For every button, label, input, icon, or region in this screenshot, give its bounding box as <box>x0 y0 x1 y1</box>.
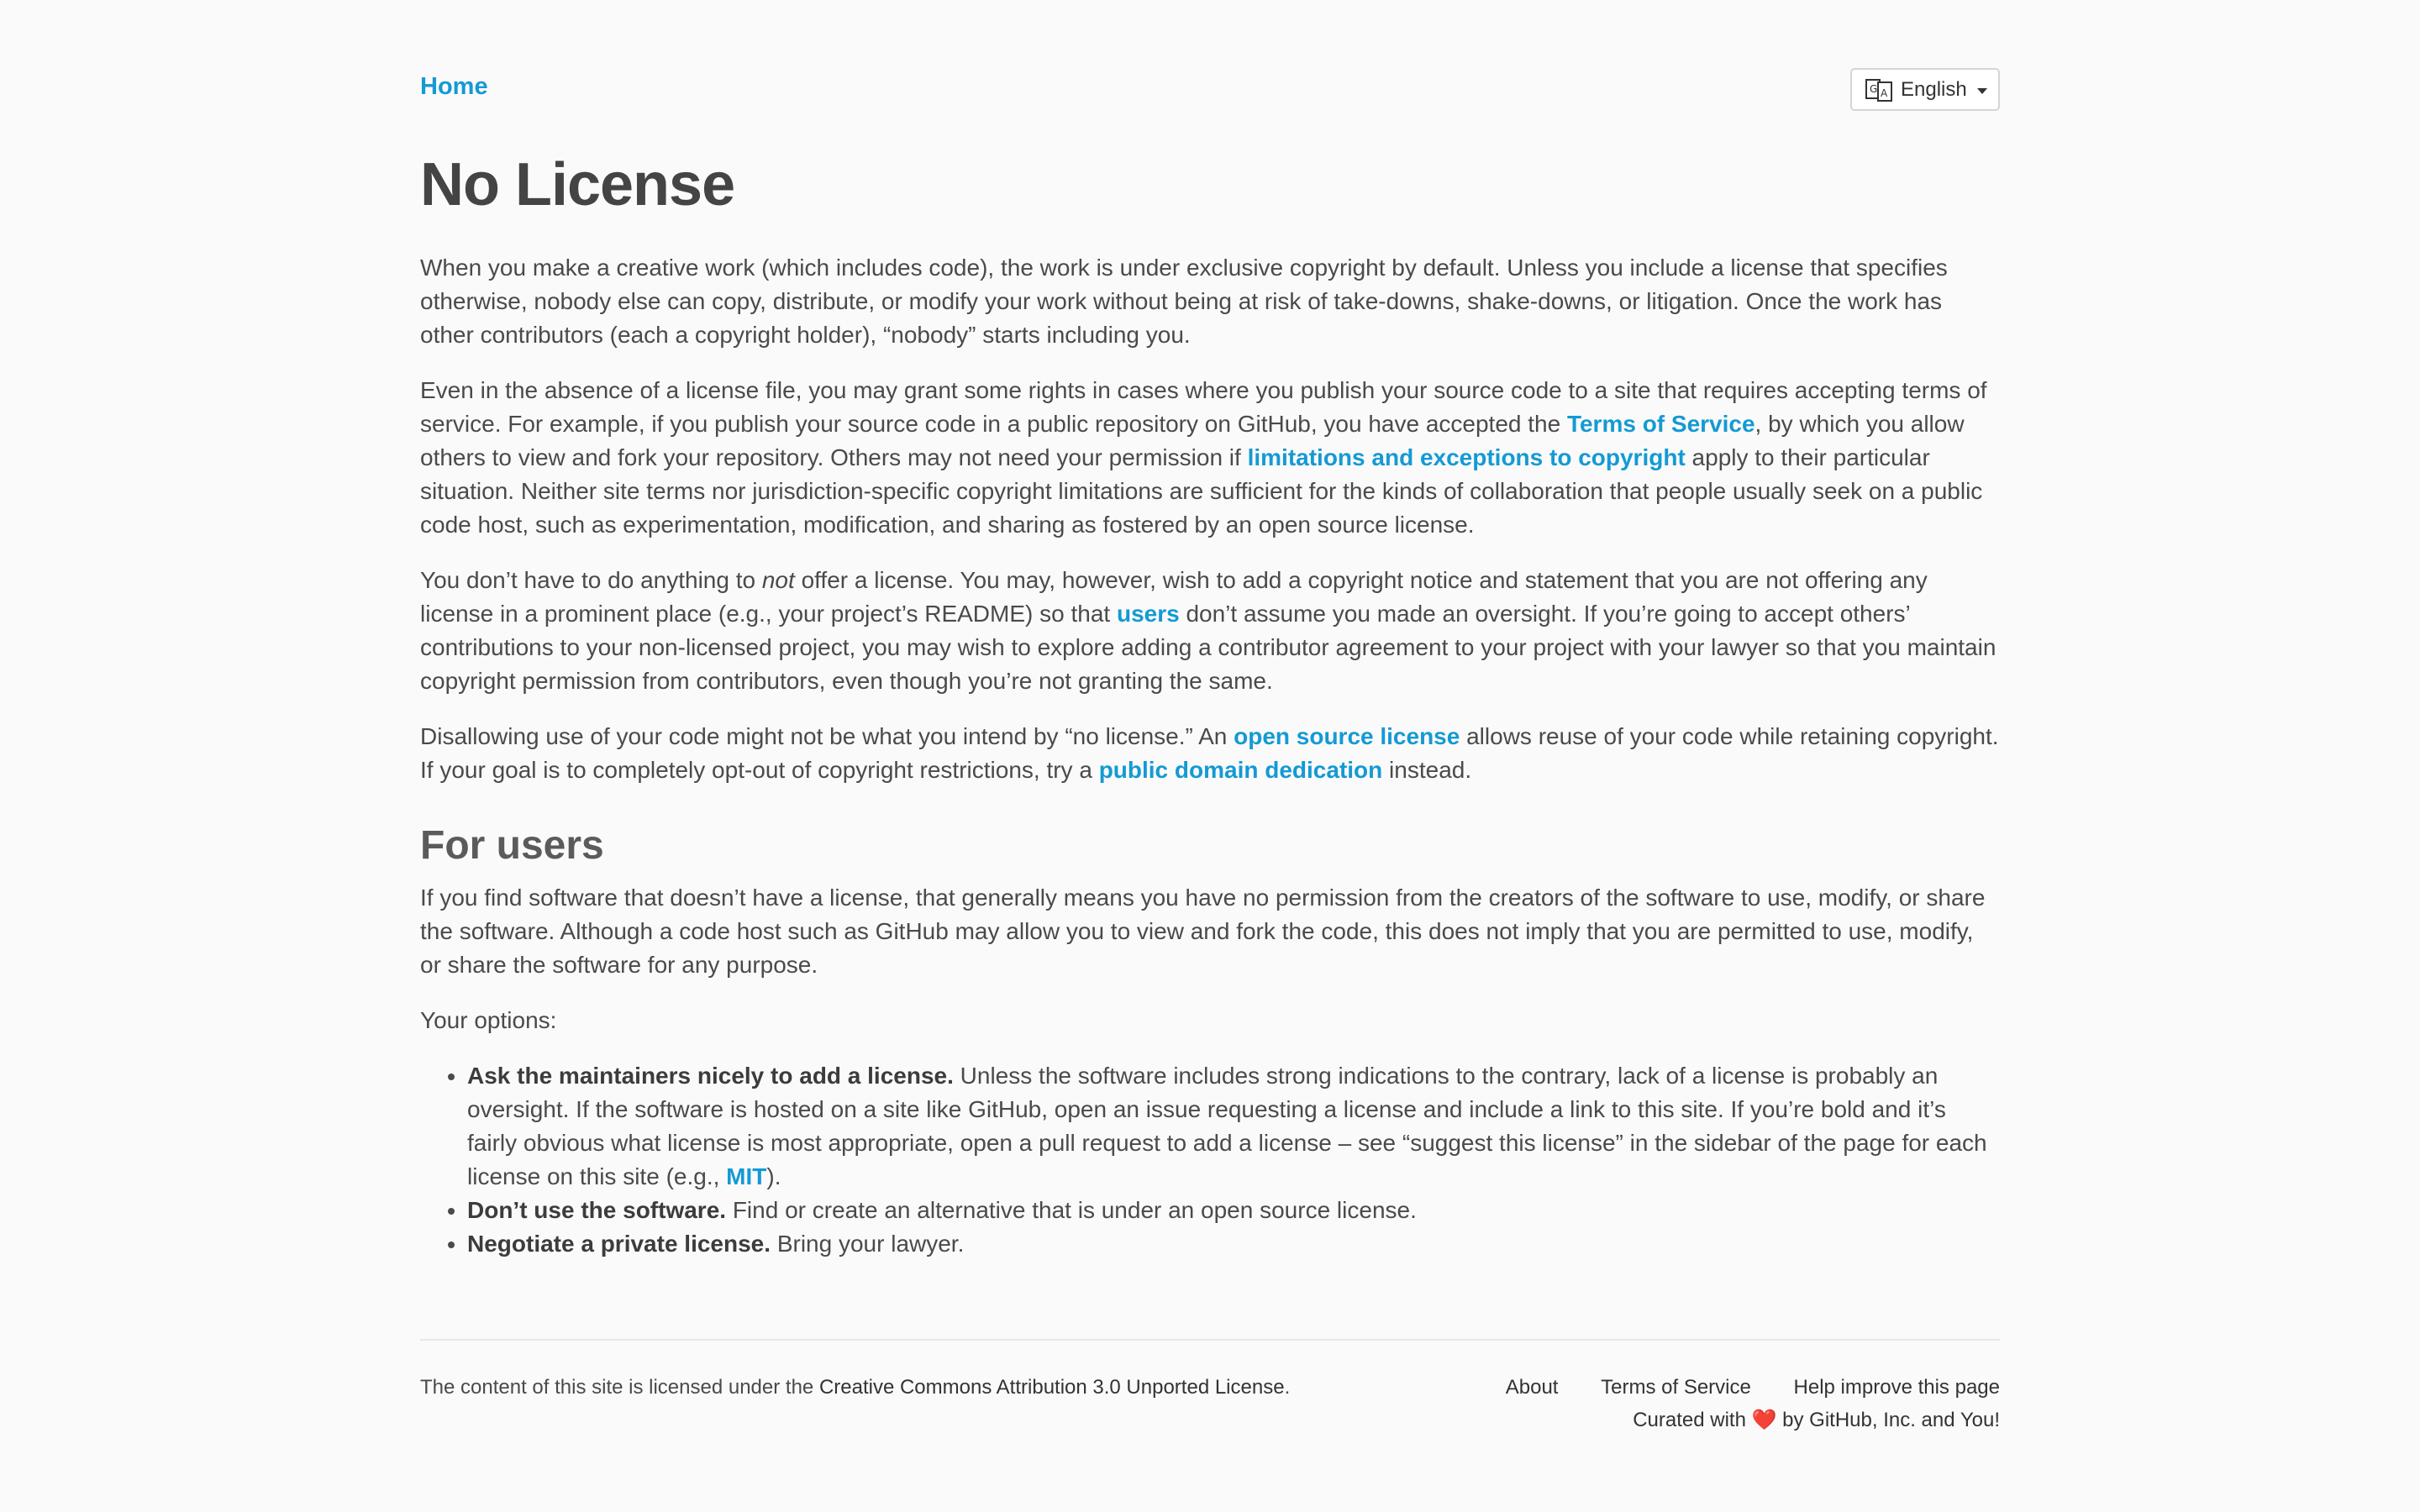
users-intro-paragraph: If you find software that doesn’t have a license, that generally means you have no permission from the creators of the software to use, modify, or share the software. Although a code host such as GitHub may allow you to view and fork the code, this does not imply that you are permitted to use, modify, or share the software for any purpose. <box>420 885 1986 978</box>
users-link[interactable]: users <box>1116 601 1180 627</box>
footer-help-improve-link[interactable]: Help improve this page <box>1793 1376 2000 1399</box>
intro-paragraph: When you make a creative work (which includes code), the work is under exclusive copyright by default. Unless you include a license that specifies otherwise, nobody else can copy, distribute, or modify your work without being at risk of take-downs, shake-downs, or litigation. Once the work has other contributors (each a copyright holder), “nobody” starts including you. <box>420 255 1948 348</box>
page-title: No License <box>420 151 735 218</box>
top-bar <box>420 0 2000 126</box>
list-item: • Don’t use the software. Find or create an alternative that is under an open source license. <box>467 1194 2000 1227</box>
for-users-heading: For users <box>420 823 604 868</box>
terms-paragraph: Even in the absence of a license file, you may grant some rights in cases where you publish your source code to a site that requires accepting terms of service. For example, if you publish your source code in a public repository on GitHub, you have accepted the Terms of Service, by which you allow others to view and fork your repository. Others may not need your permission if limitations and exceptions to copyright apply to their particular situation. Neither site terms nor jurisdiction-specific copyright limitations are sufficient for the kinds of collaboration that people usually seek on a public code host, such as experimentation, modification, and sharing as fostered by an open source license. <box>420 377 1987 538</box>
language-selector[interactable] <box>1850 68 2000 111</box>
translate-icon <box>1865 77 1892 102</box>
cc-license-link[interactable]: Creative Commons Attribution 3.0 Unported License <box>818 1376 1285 1399</box>
home-link[interactable]: Home <box>420 73 488 100</box>
heart-icon: ❤️ <box>1751 1409 1777 1431</box>
svg-text:A: A <box>1881 87 1888 99</box>
main-container <box>420 0 2000 1261</box>
no-license-paragraph: You don’t have to do anything to not offer a license. You may, however, wish to add a copyright notice and statement that you are not offering any license in a prominent place (e.g., your project’s README) so that users don’t assume you made an oversight. If you’re going to accept others’ contributions to your non-licensed project, you may wish to explore adding a contributor agreement to your project with your lawyer so that you maintain copyright permission from contributors, even though you’re not granting the same. <box>420 567 1996 694</box>
curated-credit: Curated with ❤️ by GitHub, Inc. and You! <box>1633 1409 2000 1431</box>
terms-of-service-link[interactable]: Terms of Service <box>1566 411 1755 437</box>
list-item: • Ask the maintainers nicely to add a license. Unless the software includes strong indications to the contrary, lack of a license is probably an oversight. If the software is hosted on a site like GitHub, open an issue requesting a license and include a link to this site. If you’re bold and it’s fairly obvious what license is most appropriate, open a pull request to add a license – see “suggest this license” in the sidebar of the page for each license on this site (e.g., MIT). <box>467 1059 2000 1194</box>
copyright-limitations-link[interactable]: limitations and exceptions to copyright <box>1247 444 1686 470</box>
alternatives-paragraph: Disallowing use of your code might not be what you intend by “no license.” An open source license allows reuse of your code while retaining copyright. If your goal is to completely opt-out of copyright restrictions, try a public domain dedication instead. <box>420 723 1999 783</box>
public-domain-dedication-link[interactable]: public domain dedication <box>1098 757 1383 783</box>
footer-about-link[interactable]: About <box>1505 1376 1559 1399</box>
mit-link[interactable]: MIT <box>726 1163 767 1189</box>
footer-nav <box>1469 1376 2000 1432</box>
footer <box>420 1339 2000 1431</box>
chevron-down-icon <box>1977 88 1987 94</box>
svg-text:G: G <box>1870 82 1878 95</box>
options-label: Your options: <box>420 1007 557 1033</box>
list-item: • Negotiate a private license. Bring your lawyer. <box>467 1227 2000 1261</box>
footer-terms-link[interactable]: Terms of Service <box>1601 1376 1751 1399</box>
footer-license: The content of this site is licensed under the Creative Commons Attribution 3.0 Unported License. <box>420 1376 1291 1399</box>
language-label: English <box>1901 77 1967 101</box>
open-source-license-link[interactable]: open source license <box>1234 723 1460 749</box>
options-list <box>420 1059 2000 1261</box>
